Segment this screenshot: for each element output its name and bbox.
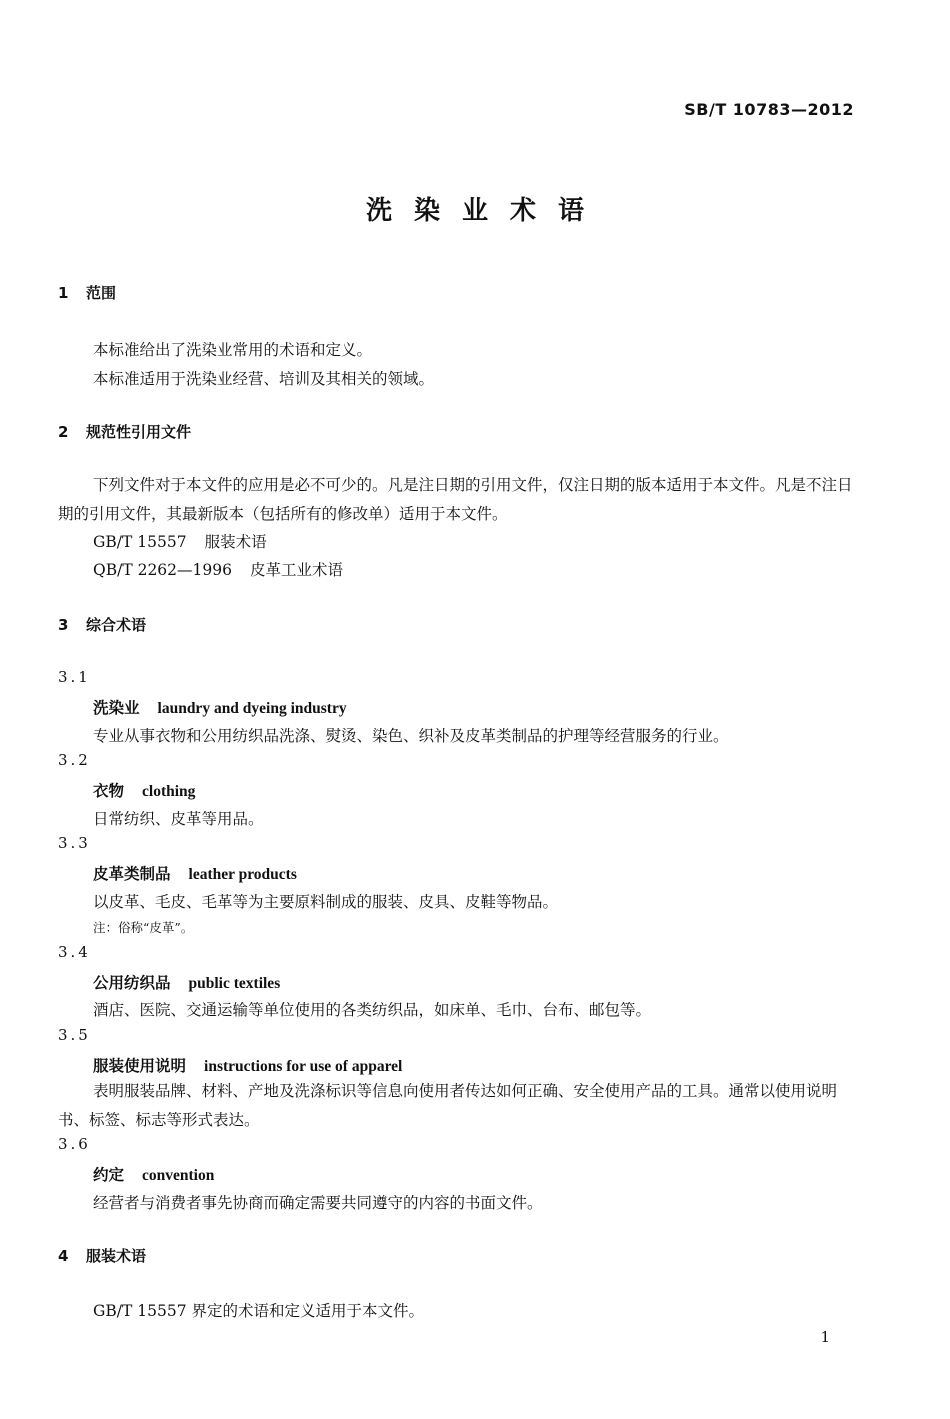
- section-number: 4: [58, 1247, 69, 1265]
- apparel-paragraph: GB/T 15557 界定的术语和定义适用于本文件。: [93, 1302, 424, 1320]
- term-number: 3.4: [58, 943, 91, 961]
- reference-item: [93, 530, 267, 552]
- term-definition: 经营者与消费者事先协商而确定需要共同遵守的内容的书面文件。: [93, 1194, 543, 1212]
- term-number: 3.1: [58, 668, 91, 686]
- term-definition: 专业从事衣物和公用纺织品洗涤、熨烫、染色、织补及皮革类制品的护理等经营服务的行业。: [93, 727, 729, 745]
- term-en: instructions for use of apparel: [204, 1058, 403, 1075]
- reference-code: QB/T 2262—1996: [93, 561, 232, 579]
- section-heading-references: [58, 421, 191, 442]
- term-zh: 皮革类制品: [93, 864, 171, 883]
- term-zh: 洗染业: [93, 698, 140, 717]
- section-number: 2: [58, 423, 69, 441]
- term-zh: 衣物: [93, 781, 125, 800]
- term-definition: 日常纺织、皮革等用品。: [93, 810, 264, 828]
- section-number: 3: [58, 616, 69, 634]
- section-heading-apparel: [58, 1245, 146, 1266]
- document-title: 洗染业术语: [365, 196, 606, 226]
- reference-title: 服装术语: [204, 533, 267, 551]
- term-en: clothing: [142, 783, 196, 800]
- scope-paragraph-1: 本标准给出了洗染业常用的术语和定义。: [93, 341, 373, 359]
- term-zh: 公用纺织品: [93, 973, 171, 992]
- reference-code: GB/T 15557: [93, 533, 187, 551]
- section-title: 范围: [86, 284, 117, 302]
- term-heading: [93, 1054, 402, 1076]
- section-title: 服装术语: [86, 1247, 147, 1265]
- term-en: convention: [142, 1167, 215, 1184]
- section-heading-general: [58, 614, 146, 635]
- section-number: 1: [58, 284, 69, 302]
- term-en: laundry and dyeing industry: [157, 700, 347, 717]
- page-number: 1: [820, 1328, 830, 1346]
- term-heading: [93, 971, 280, 993]
- section-heading-scope: [58, 282, 116, 303]
- term-number: 3.2: [58, 751, 91, 769]
- term-en: public textiles: [188, 975, 281, 992]
- scope-paragraph-2: 本标准适用于洗染业经营、培训及其相关的领域。: [93, 370, 435, 388]
- term-note: 注：俗称“皮革”。: [93, 920, 194, 935]
- standard-number: SB/T 10783—2012: [684, 100, 854, 119]
- term-definition: 以皮革、毛皮、毛革等为主要原料制成的服装、皮具、皮鞋等物品。: [93, 893, 559, 911]
- reference-item: [93, 558, 343, 580]
- term-heading: [93, 862, 297, 884]
- term-zh: 服装使用说明: [93, 1056, 187, 1075]
- term-number: 3.5: [58, 1026, 91, 1044]
- section-title: 规范性引用文件: [86, 423, 192, 441]
- references-intro: 下列文件对于本文件的应用是必不可少的。凡是注日期的引用文件，仅注日期的版本适用于本文件。凡是不注日期的引用文件，其最新版本（包括所有的修改单）适用于本文件。: [58, 476, 853, 523]
- term-heading: [93, 1163, 214, 1185]
- term-number: 3.6: [58, 1135, 91, 1153]
- term-definition: 酒店、医院、交通运输等单位使用的各类纺织品，如床单、毛巾、台布、邮包等。: [93, 1001, 652, 1019]
- term-zh: 约定: [93, 1165, 125, 1184]
- section-title: 综合术语: [86, 616, 147, 634]
- term-en: leather products: [188, 866, 297, 883]
- term-heading: [93, 779, 195, 801]
- term-definition: 表明服装品牌、材料、产地及洗涤标识等信息向使用者传达如何正确、安全使用产品的工具。通常以使用说明书、标签、标志等形式表达。: [58, 1082, 838, 1129]
- term-number: 3.3: [58, 834, 91, 852]
- reference-title: 皮革工业术语: [249, 561, 343, 579]
- term-heading: [93, 696, 347, 718]
